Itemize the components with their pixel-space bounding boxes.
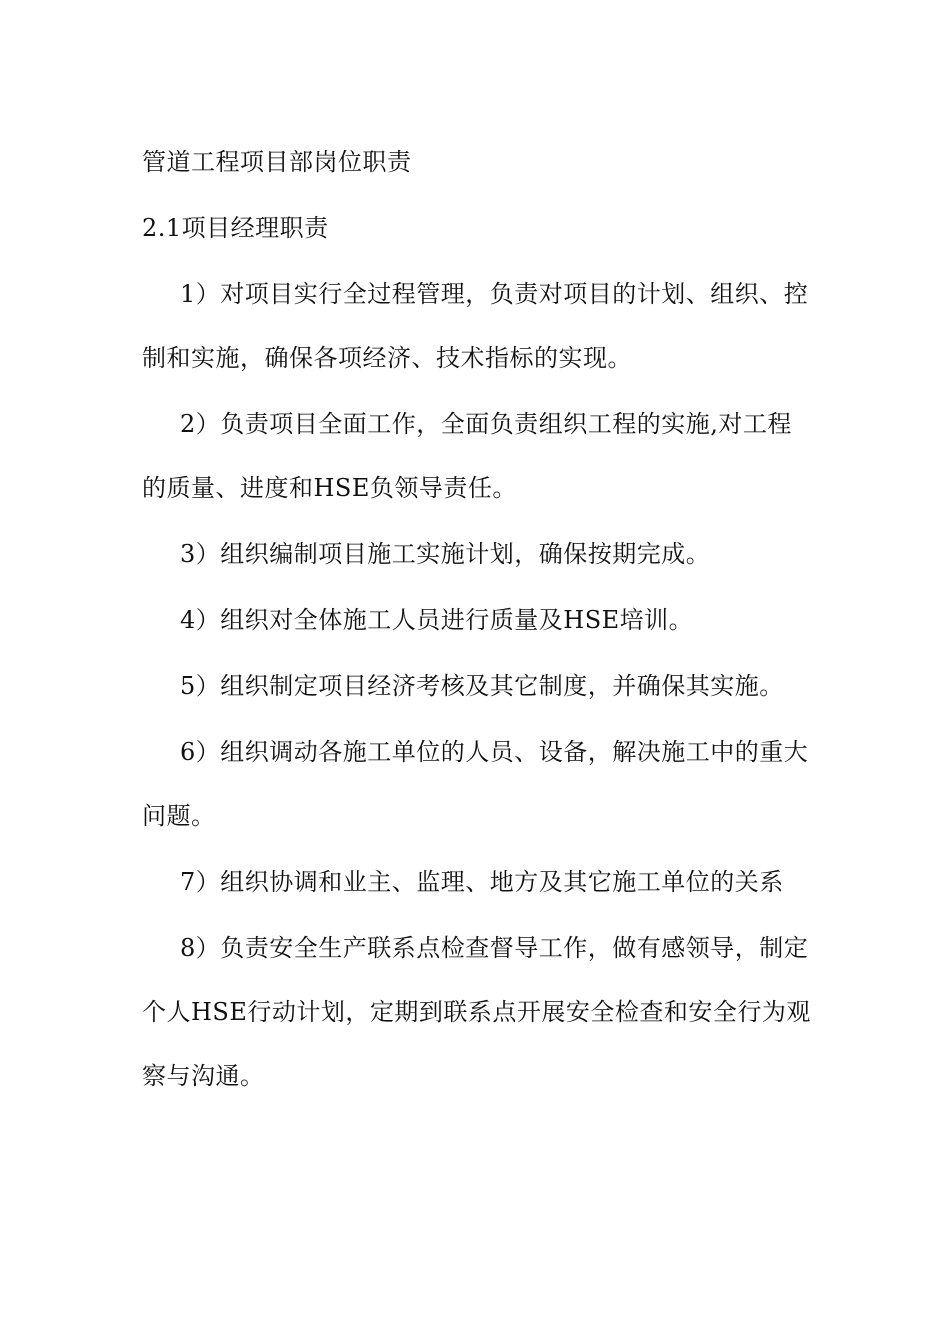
duty-item-1: 1）对项目实行全过程管理，负责对项目的计划、组织、控制和实施，确保各项经济、技术指标的实现。 [142, 280, 809, 372]
document-body [142, 130, 814, 1108]
duty-item-5: 5）组织制定项目经济考核及其它制度，并确保其实施。 [180, 672, 784, 700]
section-heading: 2.1项目经理职责 [142, 214, 329, 242]
duty-item-7: 7）组织协调和业主、监理、地方及其它施工单位的关系 [180, 868, 784, 896]
duty-item-4: 4）组织对全体施工人员进行质量及HSE培训。 [180, 606, 694, 634]
document-title: 管道工程项目部岗位职责 [142, 148, 412, 176]
duty-item-6: 6）组织调动各施工单位的人员、设备，解决施工中的重大问题。 [142, 738, 809, 830]
duty-item-2: 2）负责项目全面工作，全面负责组织工程的实施,对工程的质量、进度和HSE负领导责任。 [142, 410, 792, 502]
duty-item-3: 3）组织编制项目施工实施计划，确保按期完成。 [180, 540, 711, 568]
duty-item-8: 8）负责安全生产联系点检查督导工作，做有感领导，制定个人HSE行动计划，定期到联系点开展安全检查和安全行为观察与沟通。 [142, 934, 811, 1090]
